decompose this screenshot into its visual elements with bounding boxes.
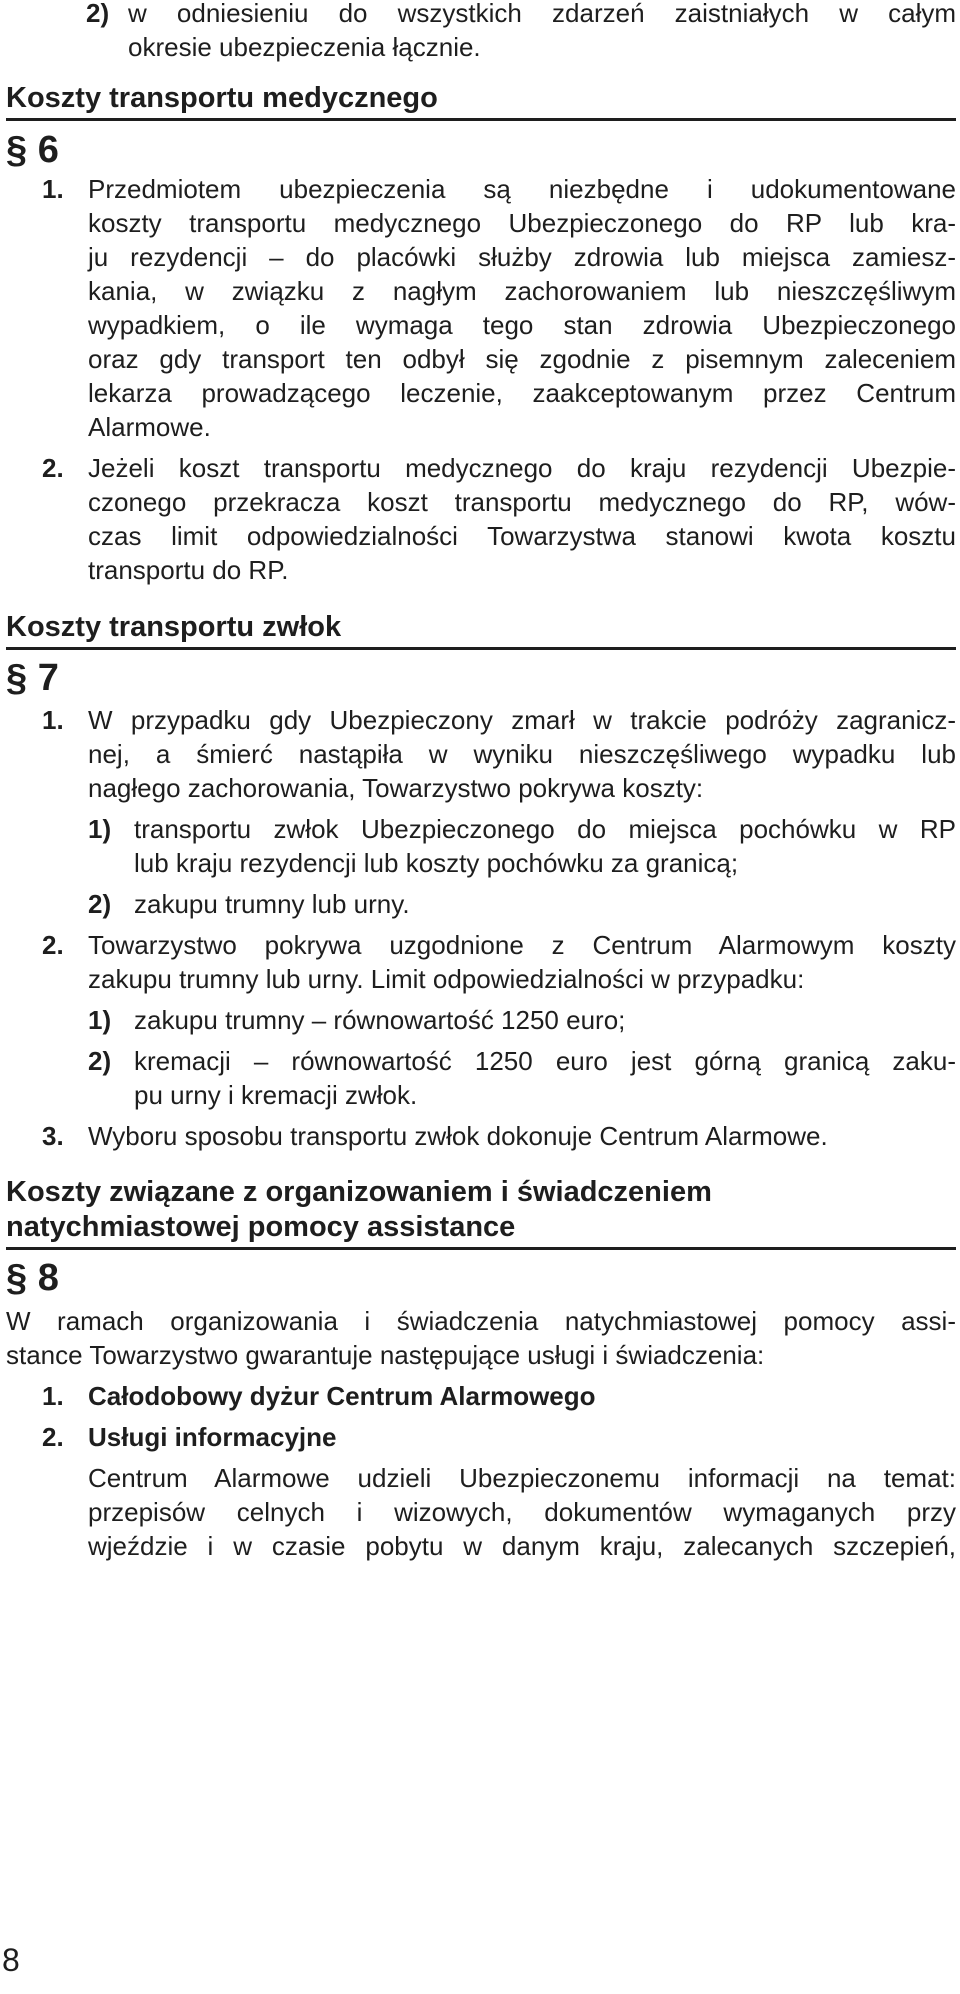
- text-line: transportu zwłok Ubezpieczonego do miejsca pochówku w RP: [134, 814, 956, 844]
- text-line: W ramach organizowania i świadczenia natychmiastowej pomocy assi-: [6, 1306, 956, 1336]
- item-number: 2): [86, 0, 110, 28]
- text-line: stance Towarzystwo gwarantuje następujące usługi i świadczenia:: [6, 1340, 765, 1370]
- text-line: wjeździe i w czasie pobytu w danym kraju, zalecanych szczepień,: [88, 1531, 956, 1561]
- text-line: kania, w związku z nagłym zachorowaniem lub nieszczęśliwym: [88, 276, 956, 306]
- item-number: 2.: [42, 930, 64, 960]
- item-number: 1.: [42, 1381, 64, 1411]
- paragraph-symbol: § 8: [6, 1257, 59, 1299]
- heading-rule: [6, 1247, 956, 1250]
- text-line: Wyboru sposobu transportu zwłok dokonuje Centrum Alarmowe.: [88, 1121, 828, 1151]
- item-number: 3.: [42, 1121, 64, 1151]
- text-line: czonego przekracza koszt transportu medycznego do RP, wów-: [88, 487, 956, 517]
- text-line: Przedmiotem ubezpieczenia są niezbędne i udokumentowane: [88, 174, 956, 204]
- heading-rule: [6, 118, 956, 121]
- text-line: Alarmowe.: [88, 412, 211, 442]
- text-line: W przypadku gdy Ubezpieczony zmarł w trakcie podróży zagranicz-: [88, 705, 956, 735]
- text-line: kremacji – równowartość 1250 euro jest górną granicą zaku-: [134, 1046, 956, 1076]
- text-line: Centrum Alarmowe udzieli Ubezpieczonemu informacji na temat:: [88, 1463, 956, 1493]
- paragraph-symbol: § 6: [6, 129, 59, 171]
- text-line: zakupu trumny lub urny. Limit odpowiedzialności w przypadku:: [88, 964, 805, 994]
- item-number: 2): [88, 1046, 112, 1076]
- text-line: zakupu trumny lub urny.: [134, 889, 410, 919]
- text-line: zakupu trumny – równowartość 1250 euro;: [134, 1005, 626, 1035]
- item-title: Całodobowy dyżur Centrum Alarmowego: [88, 1381, 596, 1411]
- item-number: 1): [88, 1005, 112, 1035]
- section-heading: Koszty transportu medycznego: [6, 82, 438, 114]
- section-heading: Koszty transportu zwłok: [6, 611, 342, 643]
- text-line: przepisów celnych i wizowych, dokumentów wymaganych przy: [88, 1497, 956, 1527]
- text-line: wypadkiem, o ile wymaga tego stan zdrowia Ubezpieczonego: [88, 310, 956, 340]
- text-line: nagłego zachorowania, Towarzystwo pokrywa koszty:: [88, 773, 704, 803]
- text-line: koszty transportu medycznego Ubezpieczonego do RP lub kra-: [88, 208, 956, 238]
- text-line: Jeżeli koszt transportu medycznego do kraju rezydencji Ubezpie-: [88, 453, 956, 483]
- item-number: 2): [88, 889, 112, 919]
- text-line: czas limit odpowiedzialności Towarzystwa stanowi kwota kosztu: [88, 521, 956, 551]
- item-number: 1.: [42, 705, 64, 735]
- item-number: 2.: [42, 453, 64, 483]
- page-number: 8: [2, 1942, 20, 1978]
- text-line: Towarzystwo pokrywa uzgodnione z Centrum Alarmowym koszty: [88, 930, 956, 960]
- item-number: 2.: [42, 1422, 64, 1452]
- text-line: w odniesieniu do wszystkich zdarzeń zaistniałych w całym: [128, 0, 956, 28]
- item-title: Usługi informacyjne: [88, 1422, 337, 1452]
- section-heading: natychmiastowej pomocy assistance: [6, 1211, 516, 1243]
- paragraph-symbol: § 7: [6, 657, 59, 699]
- text-line: pu urny i kremacji zwłok.: [134, 1080, 418, 1110]
- text-line: okresie ubezpieczenia łącznie.: [128, 32, 481, 62]
- text-line: ju rezydencji – do placówki służby zdrowia lub miejsca zamiesz-: [88, 242, 956, 272]
- text-line: lekarza prowadzącego leczenie, zaakceptowanym przez Centrum: [88, 378, 956, 408]
- text-line: transportu do RP.: [88, 555, 289, 585]
- item-number: 1.: [42, 174, 64, 204]
- text-line: nej, a śmierć nastąpiła w wyniku nieszczęśliwego wypadku lub: [88, 739, 956, 769]
- item-number: 1): [88, 814, 112, 844]
- section-heading: Koszty związane z organizowaniem i świadczeniem: [6, 1176, 712, 1208]
- text-line: lub kraju rezydencji lub koszty pochówku za granicą;: [134, 848, 739, 878]
- heading-rule: [6, 647, 956, 650]
- text-line: oraz gdy transport ten odbył się zgodnie z pisemnym zaleceniem: [88, 344, 956, 374]
